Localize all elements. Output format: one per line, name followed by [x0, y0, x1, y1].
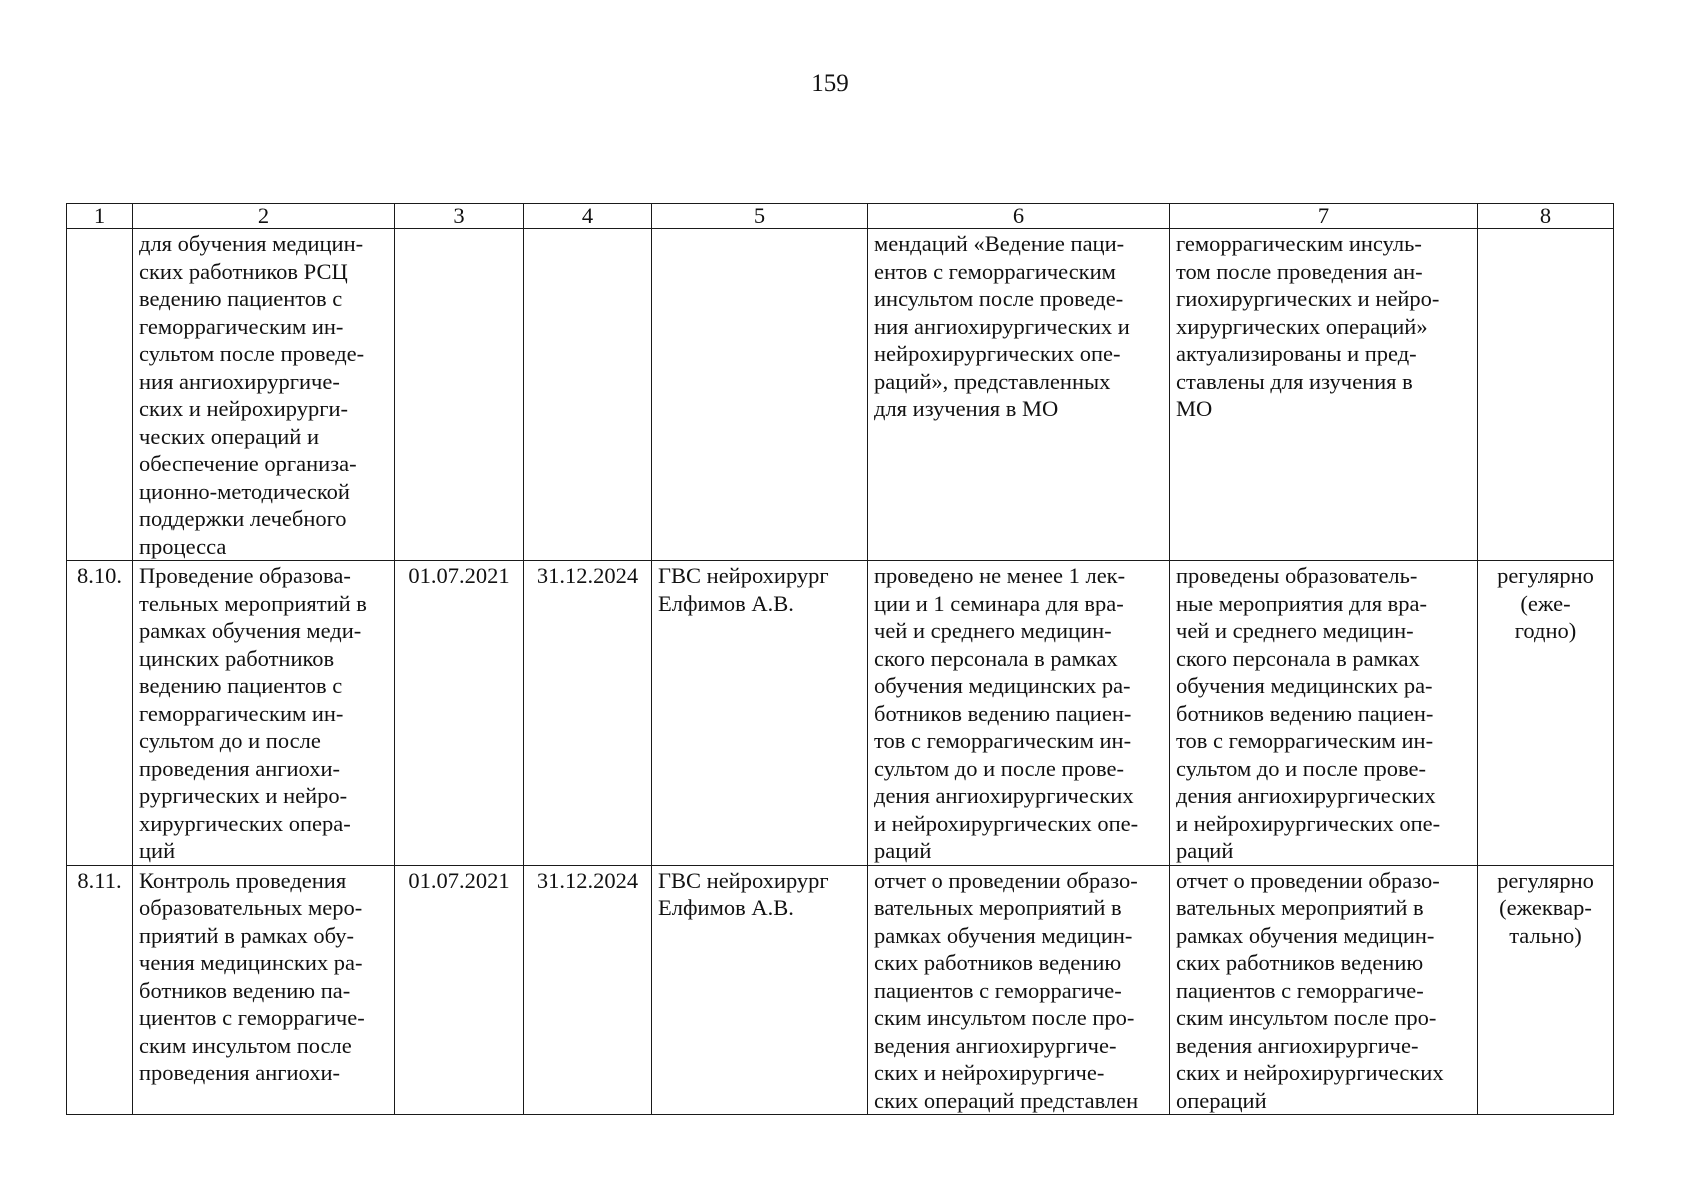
event-cell-line: ционно-методической [139, 478, 350, 504]
result-cell-line: и нейрохирургических опе- [874, 810, 1139, 836]
indicator-cell-line: том после проведения ан- [1176, 258, 1423, 284]
event-cell-line: геморрагическим ин- [139, 313, 344, 339]
event-cell-line: проведения ангиохи- [139, 1060, 340, 1085]
responsible-cell [652, 865, 868, 1115]
event-cell-line: ций [139, 838, 176, 863]
result-cell-line: ведения ангиохирургиче- [874, 1032, 1117, 1058]
event-cell [133, 229, 395, 561]
event-cell-line: поддержки лечебного [139, 506, 347, 531]
event-cell [133, 865, 395, 1115]
event-cell-line: геморрагическим ин- [139, 700, 344, 726]
result-cell-line: мендаций «Ведение паци- [874, 231, 1125, 256]
indicator-cell-line: ные мероприятия для вра- [1176, 590, 1428, 616]
event-cell-line: ведению пациентов с [139, 286, 343, 311]
result-cell-line: ентов с геморрагическим [874, 258, 1116, 284]
indicator-cell [1170, 229, 1478, 561]
indicator-cell-line: дения ангиохирургических [1176, 783, 1436, 808]
event-cell-line: ских и нейрохирурги- [139, 396, 349, 421]
event-cell-line: рамках обучения меди- [139, 618, 362, 643]
result-cell-line: раций», представленных [874, 368, 1111, 394]
indicator-cell-line: тов с геморрагическим ин- [1176, 728, 1434, 753]
event-cell-line: тельных мероприятий в [139, 590, 367, 616]
end-date: 31.12.2024 [524, 561, 652, 866]
result-cell-line: ских и нейрохирургиче- [874, 1060, 1105, 1085]
periodicity-cell-line: годно) [1514, 618, 1577, 643]
result-cell-line: ботников ведению пациен- [874, 700, 1132, 726]
responsible-cell-line: ГВС нейрохирург [658, 563, 829, 588]
event-cell-line: рургических и нейро- [139, 783, 348, 808]
periodicity-cell-line: регулярно [1497, 563, 1594, 588]
event-cell-line: ских работников РСЦ [139, 258, 348, 284]
result-cell-line: чей и среднего медицин- [874, 618, 1112, 643]
event-cell-line: обеспечение организа- [139, 451, 357, 476]
responsible-cell [652, 561, 868, 866]
responsible-cell-line: Елфимов А.В. [658, 895, 794, 920]
event-cell-line: сультом до и после [139, 728, 321, 753]
result-cell-line: раций [874, 838, 932, 863]
indicator-cell-line: ских работников ведению [1176, 950, 1424, 975]
event-cell-line: ческих операций и [139, 423, 319, 449]
table-header-row [67, 204, 1614, 229]
event-cell-line: цинских работников [139, 645, 335, 671]
start-date: 01.07.2021 [395, 865, 524, 1115]
event-cell-line: приятий в рамках обу- [139, 922, 354, 948]
event-cell-line: сультом после проведе- [139, 341, 365, 366]
result-cell-line: ских операций представлен [874, 1087, 1139, 1113]
indicator-cell-line: ведения ангиохирургиче- [1176, 1032, 1419, 1058]
result-cell [868, 865, 1170, 1115]
event-cell-line: чения медицинских ра- [139, 950, 363, 975]
event-cell-line: хирургических опера- [139, 810, 351, 836]
indicator-cell-line: актуализированы и пред- [1176, 341, 1417, 366]
periodicity-cell-line: регулярно [1497, 867, 1594, 893]
event-cell-line: ведению пациентов с [139, 673, 343, 698]
result-cell-line: пациентов с геморрагиче- [874, 977, 1122, 1003]
indicator-cell-line: пациентов с геморрагиче- [1176, 977, 1424, 1003]
indicator-cell-line: отчет о проведении образо- [1176, 867, 1440, 893]
indicator-cell-line: вательных мероприятий в [1176, 895, 1424, 920]
column-number-2: 2 [133, 204, 395, 229]
event-cell [133, 561, 395, 866]
column-number-7: 7 [1170, 204, 1478, 229]
event-cell-line: процесса [139, 533, 227, 559]
result-cell-line: сультом до и после прове- [874, 755, 1124, 781]
start-date [395, 229, 524, 561]
event-cell-line: ботников ведению па- [139, 977, 351, 1003]
result-cell [868, 229, 1170, 561]
indicator-cell-line: ского персонала в рамках [1176, 645, 1420, 671]
periodicity-cell-line: (еже- [1520, 590, 1571, 616]
periodicity-cell-line: (ежеквар- [1499, 895, 1592, 920]
indicator-cell-line: ботников ведению пациен- [1176, 700, 1434, 726]
result-cell-line: ских работников ведению [874, 950, 1122, 975]
event-cell-line: ния ангиохирургиче- [139, 368, 340, 394]
indicator-cell-line: геморрагическим инсуль- [1176, 231, 1422, 256]
event-cell-line: циентов с геморрагиче- [139, 1005, 365, 1030]
result-cell-line: ским инсультом после про- [874, 1005, 1135, 1030]
indicator-cell-line: ских и нейрохирургических [1176, 1060, 1444, 1085]
indicator-cell-line: гиохирургических и нейро- [1176, 286, 1440, 311]
table-row [67, 561, 1614, 866]
event-cell-line: ским инсультом после [139, 1032, 352, 1058]
result-cell [868, 561, 1170, 866]
row-number: 8.10. [67, 561, 133, 866]
result-cell-line: обучения медицинских ра- [874, 673, 1131, 698]
result-cell-line: тов с геморрагическим ин- [874, 728, 1132, 753]
plan-table [66, 203, 1614, 1115]
result-cell-line: ния ангиохирургических и [874, 313, 1130, 339]
indicator-cell-line: МО [1176, 396, 1213, 421]
column-number-6: 6 [868, 204, 1170, 229]
row-number [67, 229, 133, 561]
result-cell-line: для изучения в МО [874, 396, 1059, 421]
event-cell-line: проведения ангиохи- [139, 755, 340, 781]
column-number-5: 5 [652, 204, 868, 229]
event-cell-line: образовательных меро- [139, 895, 363, 920]
indicator-cell [1170, 561, 1478, 866]
indicator-cell-line: операций [1176, 1087, 1267, 1113]
responsible-cell-line: ГВС нейрохирург [658, 867, 829, 893]
column-number-3: 3 [395, 204, 524, 229]
periodicity-cell [1478, 229, 1614, 561]
indicator-cell-line: обучения медицинских ра- [1176, 673, 1433, 698]
row-number: 8.11. [67, 865, 133, 1115]
periodicity-cell [1478, 865, 1614, 1115]
column-number-1: 1 [67, 204, 133, 229]
indicator-cell-line: раций [1176, 838, 1234, 863]
result-cell-line: отчет о проведении образо- [874, 867, 1138, 893]
result-cell-line: инсультом после проведе- [874, 286, 1124, 311]
page-number: 159 [811, 70, 849, 97]
periodicity-cell [1478, 561, 1614, 866]
result-cell-line: вательных мероприятий в [874, 895, 1122, 920]
indicator-cell-line: рамках обучения медицин- [1176, 922, 1435, 948]
result-cell-line: нейрохирургических опе- [874, 341, 1121, 366]
periodicity-cell-line: тально) [1509, 922, 1582, 948]
start-date: 01.07.2021 [395, 561, 524, 866]
event-cell-line: Контроль проведения [139, 867, 347, 893]
indicator-cell-line: сультом до и после прове- [1176, 755, 1426, 781]
end-date [524, 229, 652, 561]
event-cell-line: Проведение образова- [139, 563, 351, 588]
column-number-4: 4 [524, 204, 652, 229]
responsible-cell [652, 229, 868, 561]
result-cell-line: ции и 1 семинара для вра- [874, 590, 1124, 616]
indicator-cell-line: ставлены для изучения в [1176, 368, 1413, 394]
result-cell-line: дения ангиохирургических [874, 783, 1134, 808]
table-row [67, 229, 1614, 561]
indicator-cell-line: ским инсультом после про- [1176, 1005, 1437, 1030]
indicator-cell-line: проведены образователь- [1176, 563, 1418, 588]
responsible-cell-line: Елфимов А.В. [658, 590, 794, 616]
event-cell-line: для обучения медицин- [139, 231, 364, 256]
column-number-8: 8 [1478, 204, 1614, 229]
indicator-cell-line: чей и среднего медицин- [1176, 618, 1414, 643]
end-date: 31.12.2024 [524, 865, 652, 1115]
indicator-cell [1170, 865, 1478, 1115]
indicator-cell-line: хирургических операций» [1176, 313, 1428, 339]
table-row [67, 865, 1614, 1115]
result-cell-line: проведено не менее 1 лек- [874, 563, 1126, 588]
indicator-cell-line: и нейрохирургических опе- [1176, 810, 1441, 836]
result-cell-line: рамках обучения медицин- [874, 922, 1133, 948]
result-cell-line: ского персонала в рамках [874, 645, 1118, 671]
